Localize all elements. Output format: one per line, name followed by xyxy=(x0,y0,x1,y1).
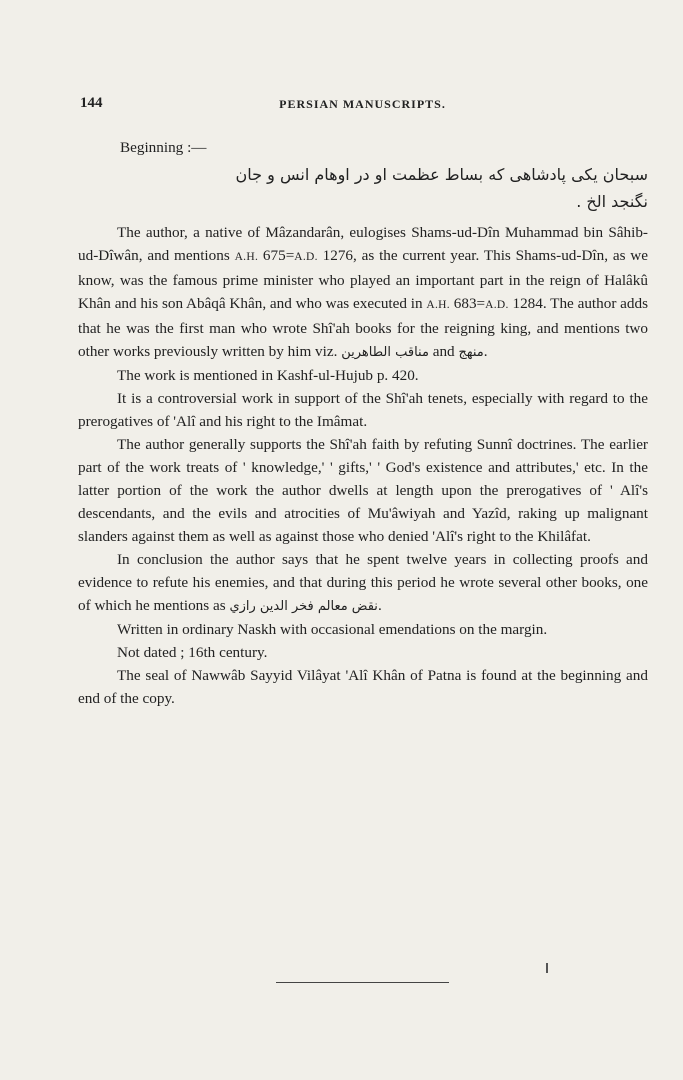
period: . xyxy=(377,597,382,614)
persian-line-1: سبحان یکی پادشاهی که بساط عظمت او در اوهام انس و جان xyxy=(235,165,648,184)
paragraph-reference: The work is mentioned in Kashf-ul-Hujub p. 420. xyxy=(117,367,419,384)
paragraph-conclusion xyxy=(78,548,648,618)
para1-text-a: The author, a native of Mâzandarân, eulogises Shams-ud-Dîn Muhammad bin Sâhib-ud-Dîwân, and mentions xyxy=(78,224,648,264)
paragraph-controversial: It is a controversial work in support of the Shî'ah tenets, especially with regard to the prerogatives of 'Alî and his right to the Imâmat. xyxy=(78,390,648,430)
year-text: 683= xyxy=(449,295,486,312)
arabic-book-title: نقض معالم فخر الدين رازي xyxy=(229,599,378,614)
footer-rule xyxy=(276,982,449,983)
era-label: A.H. xyxy=(426,299,450,311)
page-header xyxy=(80,95,645,115)
period: . xyxy=(483,343,488,360)
para1-text-c: 1284. The author adds that he was the first man who wrote Shî'ah books for the reigning king, and mentions two other works previously written by him viz. xyxy=(78,295,649,360)
paragraph-date: Not dated ; 16th century. xyxy=(117,644,268,661)
year-text: 675= xyxy=(258,247,295,264)
beginning-label: Beginning :— xyxy=(120,139,207,156)
era-label: A.D. xyxy=(485,299,509,311)
arabic-work-title-1: مناقب الطاهرين xyxy=(341,345,429,360)
paragraph-script: Written in ordinary Naskh with occasional emendations on the margin. xyxy=(117,621,548,638)
running-title: PERSIAN MANUSCRIPTS. xyxy=(279,97,446,111)
ink-speck xyxy=(546,963,548,973)
era-label: A.H. xyxy=(234,251,259,263)
paragraph-seal: The seal of Nawwâb Sayyid Vilâyat 'Alî Khân of Patna is found at the beginning and end of the copy. xyxy=(78,667,648,707)
paragraph-doctrines: The author generally supports the Shî'ah faith by refuting Sunnî doctrines. The earlier part of the work treats of ' knowledge,' ' gifts,' ' God's existence and attributes,' etc. In the latter portion of the work the author dwells at length upon the prerogatives of ' Alî's descendants, and the evils and atrocities of Mu'âwiyah and Yazîd, raking up malignant slanders against them as well as against those who denied 'Alî's right to the Khilâfat. xyxy=(78,436,648,545)
para5-text: In conclusion the author says that he spent twelve years in collecting proofs and evidence to refute his enemies, and that during this period he wrote several other books, one of which he mentions as xyxy=(78,551,648,614)
paragraph-author xyxy=(78,221,648,364)
persian-line-2: نگنجد الخ . xyxy=(576,192,648,211)
persian-opening-lines xyxy=(78,161,648,215)
body-text xyxy=(78,136,648,710)
page-number: 144 xyxy=(80,95,103,111)
and-text: and xyxy=(428,343,459,360)
era-label: A.D. xyxy=(294,251,318,263)
para1-text-b: 1276, as the current year. This Shams-ud-Dîn, as we know, was the famous prime minister who played an important part in the reign of Halâkû Khân and his son Abâqâ Khân, and who was executed in xyxy=(78,247,648,312)
arabic-work-title-2: منهج xyxy=(458,345,484,360)
